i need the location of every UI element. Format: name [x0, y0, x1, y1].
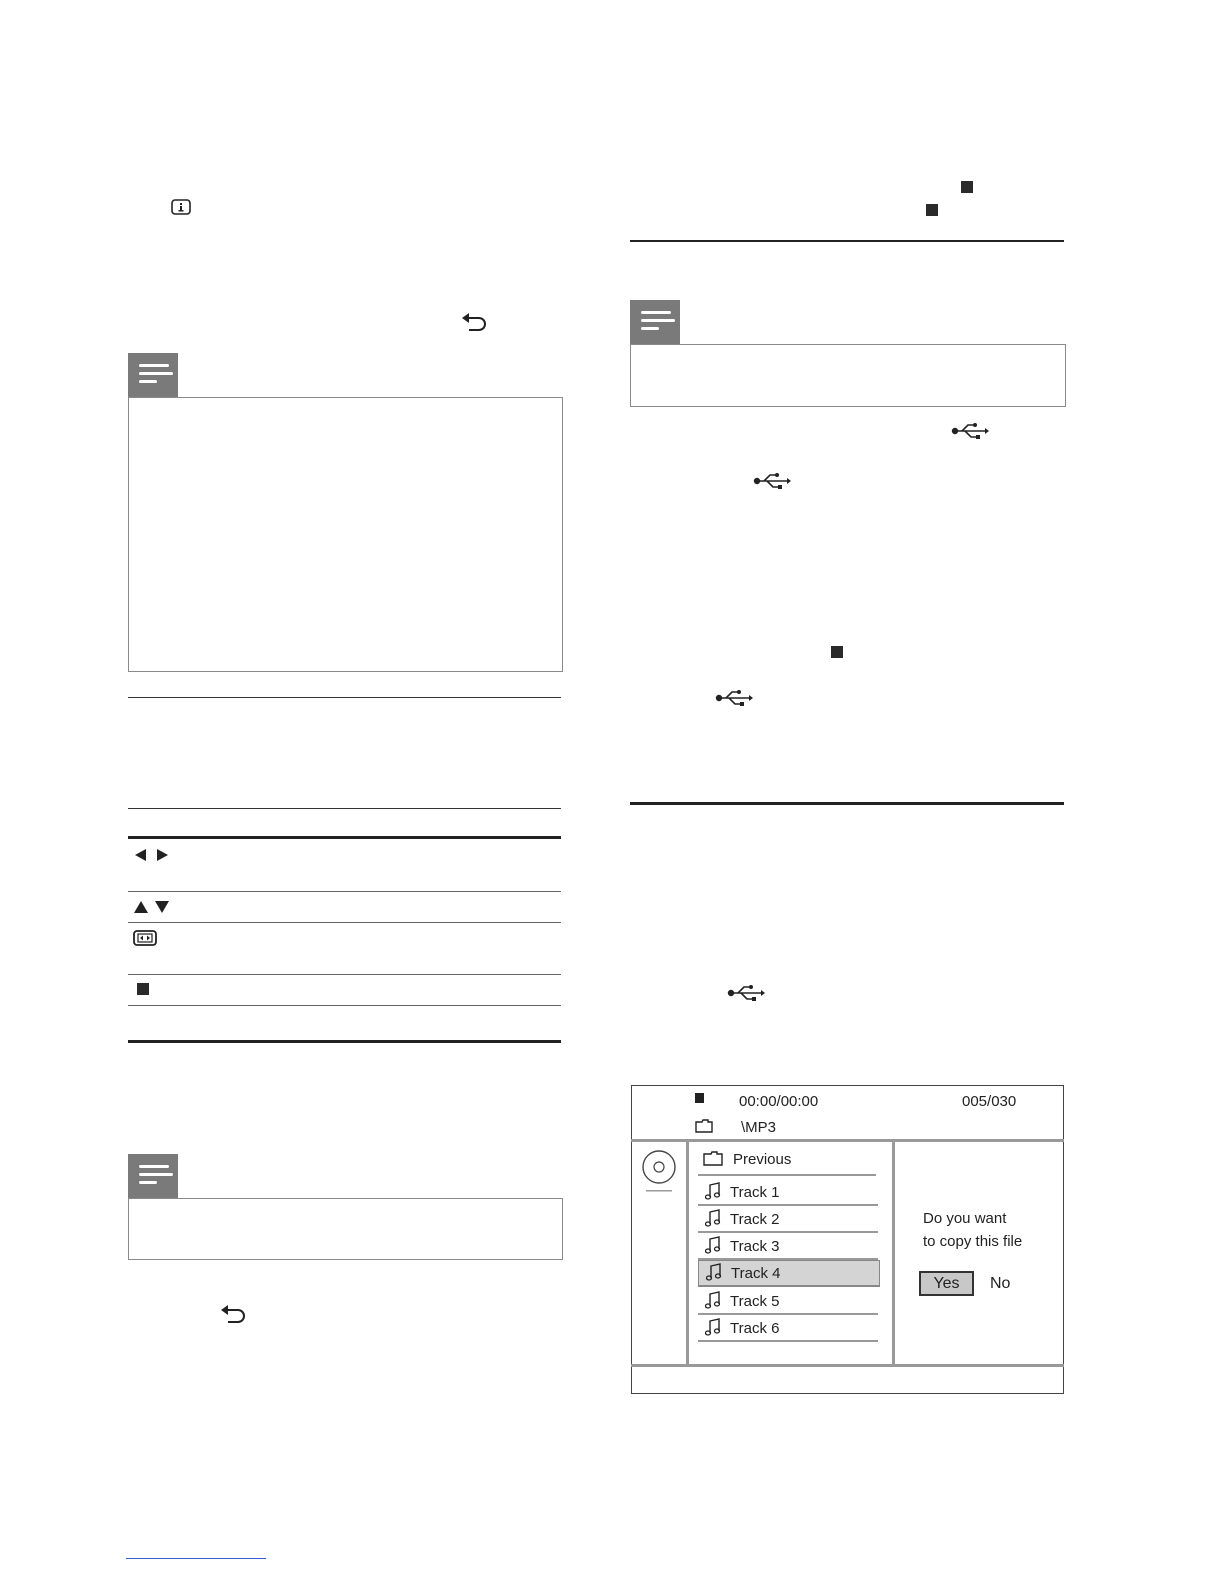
time-display: 00:00/00:00	[739, 1093, 819, 1110]
table-row-rule	[128, 974, 561, 975]
note-box	[128, 1198, 563, 1260]
screen-divider	[631, 1139, 1064, 1142]
disc-icon	[641, 1149, 677, 1193]
track-item[interactable]	[698, 1234, 878, 1260]
track-item[interactable]	[698, 1207, 878, 1233]
zoom-icon	[133, 930, 157, 946]
note-box	[630, 344, 1066, 407]
usb-icon	[753, 472, 791, 490]
no-button[interactable]: No	[990, 1275, 1011, 1292]
note-icon	[128, 353, 178, 397]
track-label: Track 2	[730, 1211, 780, 1228]
section-divider	[128, 1040, 561, 1043]
track-label: Track 4	[731, 1265, 781, 1282]
screen-divider	[631, 1364, 1064, 1367]
item-counter: 005/030	[962, 1093, 1017, 1110]
yes-label: Yes	[933, 1275, 960, 1292]
stop-icon	[926, 204, 938, 216]
folder-icon[interactable]	[703, 1151, 723, 1166]
back-icon	[220, 1304, 246, 1324]
up-down-arrow-icon	[134, 901, 170, 913]
yes-button[interactable]	[919, 1271, 974, 1296]
section-divider	[630, 802, 1064, 805]
screen-divider	[892, 1141, 895, 1365]
track-item-selected[interactable]	[698, 1260, 880, 1287]
stop-icon	[961, 181, 973, 193]
note-icon	[630, 300, 680, 344]
usb-icon	[715, 689, 753, 707]
folder-icon	[695, 1119, 713, 1133]
left-right-arrow-icon	[134, 848, 170, 862]
section-divider	[128, 697, 561, 698]
track-item[interactable]	[698, 1289, 878, 1315]
note-icon	[128, 1154, 178, 1198]
table-row-rule	[128, 891, 561, 892]
usb-icon	[727, 984, 765, 1002]
track-label: Track 1	[730, 1184, 780, 1201]
copy-prompt-line1: Do you want	[923, 1210, 1007, 1227]
track-label: Track 3	[730, 1238, 780, 1255]
back-icon	[461, 312, 487, 332]
table-header-rule	[128, 836, 561, 839]
stop-icon	[137, 983, 149, 995]
music-note-icon	[706, 1263, 722, 1281]
table-top-rule	[128, 808, 561, 809]
link-underline[interactable]	[126, 1558, 266, 1559]
track-label: Track 6	[730, 1320, 780, 1337]
usb-icon	[951, 422, 989, 440]
music-note-icon	[705, 1182, 721, 1200]
music-note-icon	[705, 1318, 721, 1336]
section-divider	[630, 240, 1064, 242]
copy-prompt-line2: to copy this file	[923, 1233, 1023, 1250]
table-row-rule	[128, 922, 561, 923]
table-row-rule	[128, 1005, 561, 1006]
music-note-icon	[705, 1291, 721, 1309]
stop-icon	[831, 646, 843, 658]
track-item[interactable]	[698, 1180, 878, 1206]
track-item[interactable]	[698, 1316, 878, 1342]
folder-path: \MP3	[741, 1119, 777, 1136]
stop-icon	[695, 1093, 704, 1103]
note-box	[128, 397, 563, 672]
track-label: Track 5	[730, 1293, 780, 1310]
music-note-icon	[705, 1209, 721, 1227]
list-divider	[698, 1174, 876, 1176]
screen-divider	[686, 1141, 689, 1365]
music-note-icon	[705, 1236, 721, 1254]
info-icon	[171, 199, 191, 215]
previous-item[interactable]: Previous	[733, 1151, 792, 1168]
